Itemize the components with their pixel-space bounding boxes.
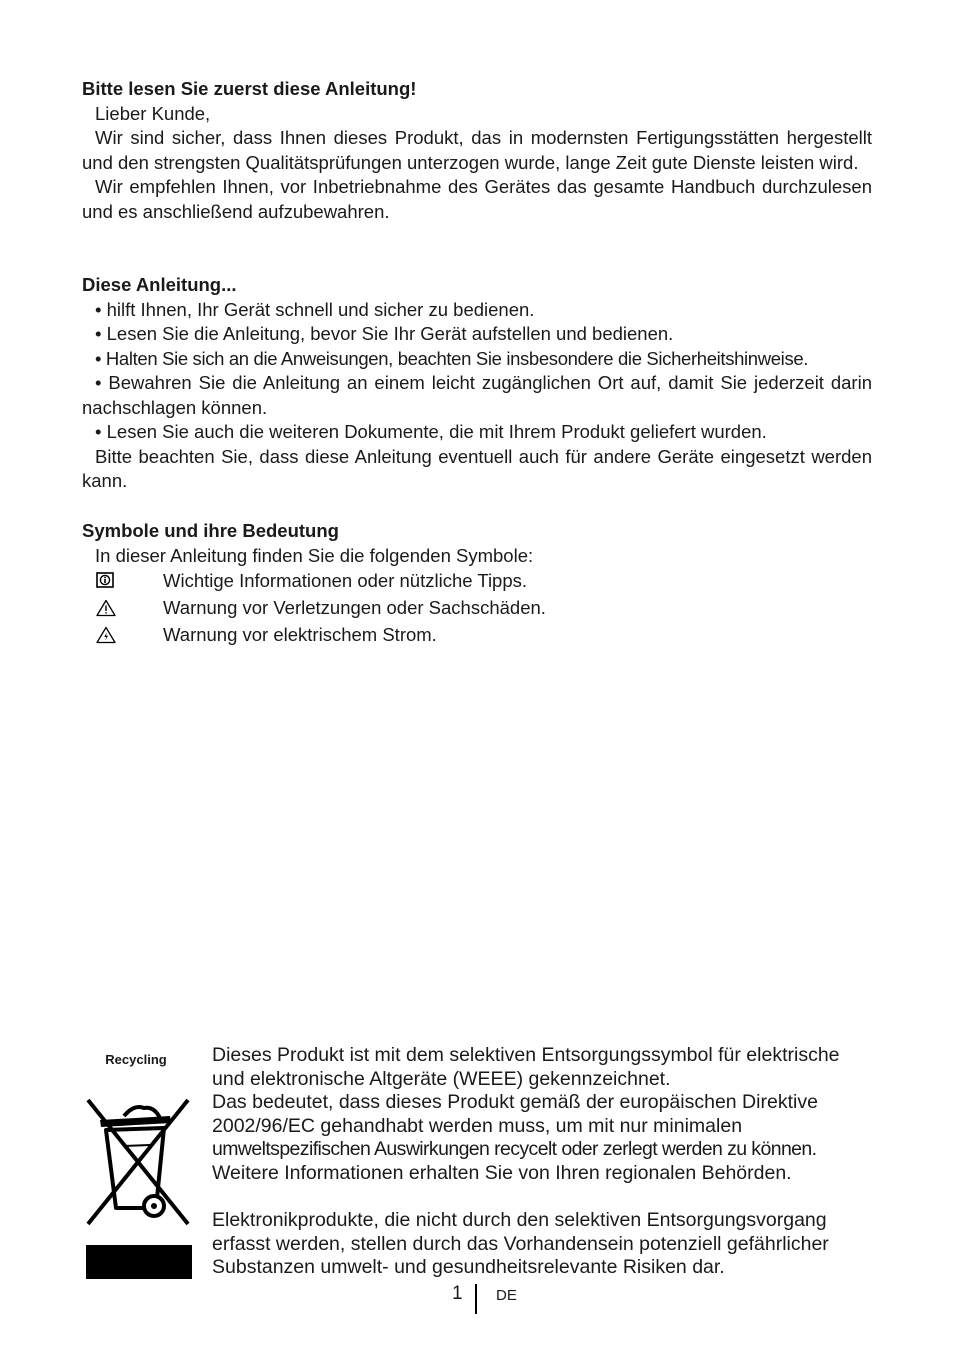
- recycling-line: und elektronische Altgeräte (WEEE) gekennzeichnet.: [212, 1067, 671, 1090]
- guide-bullet: • Lesen Sie die Anleitung, bevor Sie Ihr Gerät aufstellen und bedienen.: [95, 323, 674, 344]
- recycling-text: [212, 1044, 872, 1280]
- recycling-line: 2002/96/EC gehandhabt werden muss, um mit nur minimalen: [212, 1114, 743, 1137]
- language-code: DE: [496, 1287, 517, 1304]
- intro-section: [82, 77, 872, 224]
- warning-icon: [82, 599, 163, 619]
- symbols-section: [82, 519, 872, 649]
- recycling-line: Elektronikprodukte, die nicht durch den selektiven Entsorgungsvorgang: [212, 1209, 827, 1231]
- recycling-line: Das bedeutet, dass dieses Produkt gemäß der europäischen Direktive: [212, 1091, 818, 1113]
- recycling-line: umweltspezifischen Auswirkungen recycelt oder zerlegt werden zu können.: [212, 1138, 817, 1160]
- symbol-text-warning: Warnung vor Verletzungen oder Sachschäden.: [163, 597, 546, 619]
- symbol-text-electric: Warnung vor elektrischem Strom.: [163, 624, 437, 646]
- symbols-intro: In dieser Anleitung finden Sie die folgenden Symbole:: [95, 544, 534, 566]
- recycling-label: Recycling: [105, 1052, 167, 1067]
- guide-section: [82, 273, 872, 494]
- recycling-line: Weitere Informationen erhalten Sie von Ihren regionalen Behörden.: [212, 1161, 792, 1184]
- guide-note: Bitte beachten Sie, dass diese Anleitung eventuell auch für andere Geräte eingesetzt werden kann.: [82, 445, 872, 491]
- symbol-row-electric: [82, 622, 872, 649]
- guide-bullet: • hilft Ihnen, Ihr Gerät schnell und sicher zu bedienen.: [95, 298, 535, 320]
- page-number: 1: [452, 1283, 463, 1304]
- intro-paragraph-2: Wir empfehlen Ihnen, vor Inbetriebnahme des Gerätes das gesamte Handbuch durchzulesen und es anschließend aufzubewahren.: [82, 176, 872, 222]
- guide-heading: Diese Anleitung...: [82, 274, 237, 295]
- intro-paragraph-1: Wir sind sicher, dass Ihnen dieses Produkt, das in modernsten Fertigungsstätten hergestellt und den strengsten Qualitätsprüfungen unterzogen wurde, lange Zeit gute Dienste leisten wird.: [82, 127, 872, 173]
- electric-warning-icon: [82, 626, 163, 646]
- symbols-heading: Symbole und ihre Bedeutung: [82, 520, 339, 541]
- recycling-line: Dieses Produkt ist mit dem selektiven Entsorgungssymbol für elektrische: [212, 1044, 840, 1066]
- symbol-row-info: [82, 568, 872, 595]
- intro-heading: Bitte lesen Sie zuerst diese Anleitung!: [82, 78, 417, 99]
- symbol-row-warning: [82, 595, 872, 622]
- guide-bullet: • Lesen Sie auch die weiteren Dokumente, die mit Ihrem Produkt geliefert wurden.: [95, 421, 767, 442]
- paragraph-gap: [212, 1185, 872, 1209]
- info-icon: [82, 572, 163, 592]
- recycling-line: erfasst werden, stellen durch das Vorhandensein potenziell gefährlicher: [212, 1232, 829, 1255]
- recycling-line: Substanzen umwelt- und gesundheitsrelevante Risiken dar.: [212, 1256, 725, 1278]
- footer-divider: [475, 1284, 477, 1314]
- symbol-text-info: Wichtige Informationen oder nützliche Tipps.: [163, 570, 528, 592]
- guide-bullet: • Halten Sie sich an die Anweisungen, beachten Sie insbesondere die Sicherheitshinweise.: [95, 347, 809, 369]
- weee-bar: [86, 1245, 192, 1279]
- greeting: Lieber Kunde,: [95, 102, 211, 124]
- guide-bullet: • Bewahren Sie die Anleitung an einem leicht zugänglichen Ort auf, damit Sie jederzeit darin nachschlagen können.: [82, 372, 872, 418]
- crossed-out-bin-icon: [84, 1096, 194, 1230]
